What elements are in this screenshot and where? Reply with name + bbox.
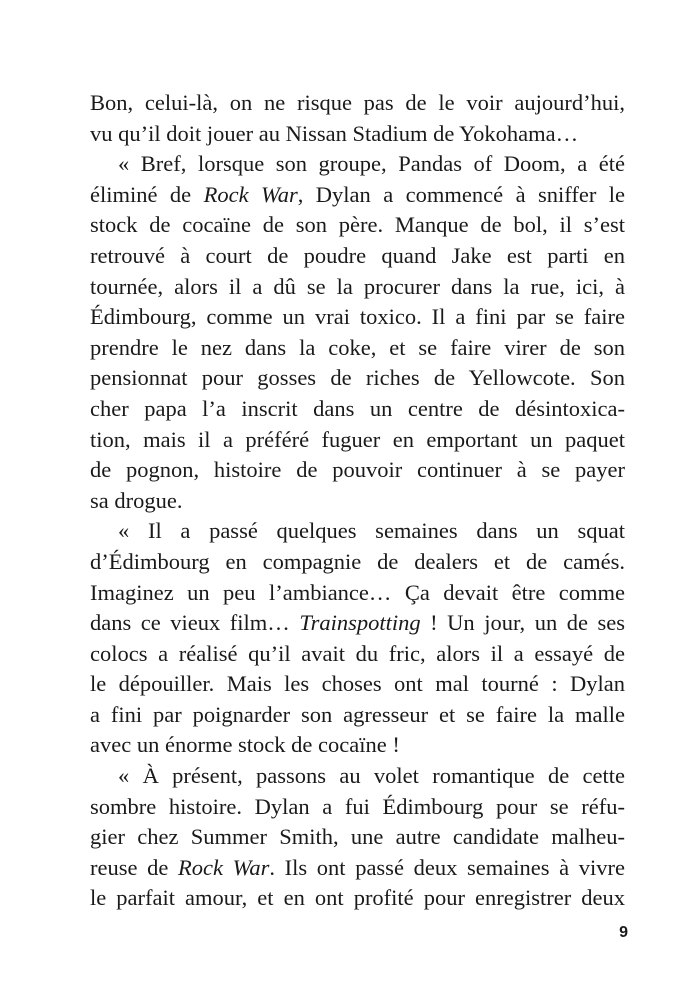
text-line xyxy=(90,853,625,884)
text-segment: ! Un jour, un de ses xyxy=(420,610,625,636)
text-line: « À présent, passons au volet romantique de cette xyxy=(118,763,625,789)
text-line: de pognon, histoire de pouvoir continuer à se payer xyxy=(90,457,625,483)
text-line: vu qu’il doit jouer au Nissan Stadium de Yokohama… xyxy=(90,120,579,146)
text-segment: , Dylan a commencé à sniffer le xyxy=(297,181,626,207)
italic-title: Rock War xyxy=(203,181,298,207)
text-line: avec un énorme stock de cocaïne ! xyxy=(90,732,400,758)
text-line: tion, mais il a préféré fuguer en emportant un paquet xyxy=(90,426,625,452)
page-number: 9 xyxy=(619,924,628,941)
text-line: Édimbourg, comme un vrai toxico. Il a fini par se faire xyxy=(90,304,625,330)
text-line: sombre histoire. Dylan a fui Édimbourg pour se réfu- xyxy=(90,793,625,819)
text-line: « Bref, lorsque son groupe, Pandas of Doom, a été xyxy=(118,151,625,177)
text-line: cher papa l’a inscrit dans un centre de désintoxica- xyxy=(90,395,625,421)
text-line: « Il a passé quelques semaines dans un squat xyxy=(118,518,625,544)
body-text xyxy=(90,88,625,914)
text-line: tournée, alors il a dû se la procurer dans la rue, ici, à xyxy=(90,273,625,299)
text-line xyxy=(90,608,625,639)
text-line: stock de cocaïne de son père. Manque de bol, il s’est xyxy=(90,212,625,238)
text-line: prendre le nez dans la coke, et se faire virer de son xyxy=(90,334,625,360)
text-line xyxy=(90,180,625,211)
text-segment: dans ce vieux film… xyxy=(90,610,300,636)
text-line: a fini par poignarder son agresseur et se faire la malle xyxy=(90,701,625,727)
text-line: Bon, celui-là, on ne risque pas de le voir aujourd’hui, xyxy=(90,90,625,115)
text-line: colocs a réalisé qu’il avait du fric, alors il a essayé de xyxy=(90,640,625,666)
text-line: le parfait amour, et en ont profité pour enregistrer deux xyxy=(90,885,625,911)
text-segment: . Ils ont passé deux semaines à vivre xyxy=(269,854,625,880)
text-segment: reuse de xyxy=(90,854,179,880)
text-line: Imaginez un peu l’ambiance… Ça devait être comme xyxy=(90,579,625,605)
text-line: d’Édimbourg en compagnie de dealers et de camés. xyxy=(90,548,625,574)
text-line: retrouvé à court de poudre quand Jake est parti en xyxy=(90,242,625,268)
text-line: le dépouiller. Mais les choses ont mal tourné : Dylan xyxy=(90,671,625,697)
text-line: sa drogue. xyxy=(90,487,183,513)
italic-title: Trainspotting xyxy=(299,610,421,636)
italic-title: Rock War xyxy=(178,854,270,880)
text-line: gier chez Summer Smith, une autre candidate malheu- xyxy=(90,824,625,850)
text-segment: éliminé de xyxy=(90,181,204,207)
text-line: pensionnat pour gosses de riches de Yellowcote. Son xyxy=(90,365,625,391)
